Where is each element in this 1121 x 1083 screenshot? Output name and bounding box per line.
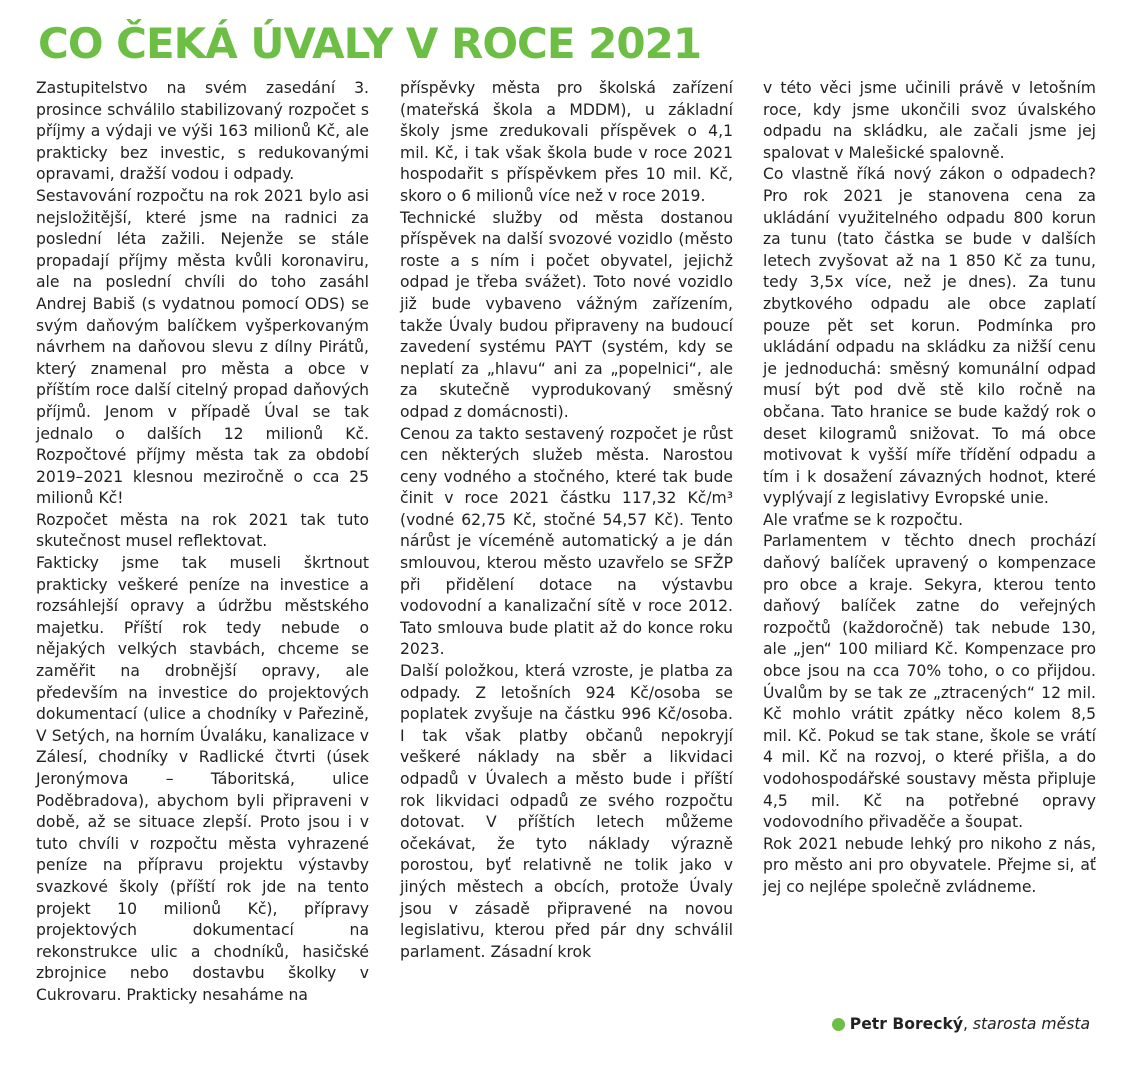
paragraph: Fakticky jsme tak museli škrtnout prakticky veškeré peníze na investice a rozsáhlejší opravy a údržbu městského majetku. Příští rok tedy nebude o nějakých velkých stavbách, chceme se zaměřit na drobnější opravy, ale především na investice do projektových dokumentací (ulice a chodníky v Pařezině, V Setých, na horním Úvaláku, kanalizace v Zálesí, chodníky v Radlické čtvrti (úsek Jeronýmova – Táboritská, ulice Poděbradova), abychom byli připraveni v době, až se situace zlepší. Proto jsou i v tuto chvíli v rozpočtu města vyhrazené peníze na přípravu projektu výstavby svazkové školy (příští rok jde na tento projekt 10 milionů Kč), přípravy projektových dokumentací na rekonstrukce ulic a chodníků, hasičské zbrojnice nebo dostavbu školky v Cukrovaru. Prakticky nesaháme na — [36, 554, 369, 1004]
author-signature — [832, 1013, 1090, 1035]
paragraph: Rozpočet města na rok 2021 tak tuto skutečnost musel reflektovat. — [36, 510, 369, 551]
paragraph: příspěvky města pro školská zařízení (mateřská škola a MDDM), u základní školy jsme zredukovali příspěvek o 4,1 mil. Kč, i tak však škola bude v roce 2021 hospodařit s příspěvkem přes 10 mil. Kč, skoro o 6 milionů více než v roce 2019. — [400, 79, 733, 205]
article-column-1 — [36, 78, 369, 1007]
author-name: Petr Borecký — [849, 1015, 963, 1033]
paragraph: Parlamentem v těchto dnech prochází daňový balíček upravený o kompenzace pro obce a kraje. Sekyra, kterou tento daňový balíček zatne do veřejných rozpočtů (každoročně) tak nebude 130, ale „jen“ 100 miliard Kč. Kompenzace pro obce jsou na cca 70% toho, o co přijdou. Úvalům by se tak ze „ztracených“ 12 mil. Kč mohlo vrátit zpátky něco kolem 8,5 mil. Kč. Pokud se tak stane, škole se vrátí 4 mil. Kč na rozvoj, o které přišla, a do vodohospodářské soustavy města připluje 4,5 mil. Kč na potřebné opravy vodovodního přivaděče a šoupat. — [763, 532, 1096, 832]
article-title: CO ČEKÁ ÚVALY V ROCE 2021 — [38, 19, 702, 68]
paragraph: Cenou za takto sestavený rozpočet je růst cen některých služeb města. Narostou ceny vodného a stočného, které tak bude činit v roce 2021 částku 117,32 Kč/m³ (vodné 62,75 Kč, stočné 54,57 Kč). Tento nárůst je víceméně automatický a je dán smlouvou, kterou město uzavřelo se SFŽP při přidělení dotace na výstavbu vodovodní a kanalizační sítě v roce 2012. Tato smlouva bude platit až do konce roku 2023. — [400, 424, 733, 659]
author-role: starosta města — [972, 1015, 1090, 1033]
article-column-2 — [400, 78, 733, 963]
signature-separator: , — [963, 1015, 973, 1033]
green-bullet-icon — [832, 1018, 845, 1031]
paragraph: v této věci jsme učinili právě v letošním roce, kdy jsme ukončili svoz úvalského odpadu na skládku, ale začali jsme jej spalovat v Malešické spalovně. — [763, 79, 1096, 162]
paragraph: Rok 2021 nebude lehký pro nikoho z nás, pro město ani pro obyvatele. Přejme si, ať jej co nejlépe společně zvládneme. — [763, 834, 1096, 896]
article-column-3 — [763, 78, 1096, 899]
paragraph: Ale vraťme se k rozpočtu. — [763, 510, 964, 529]
paragraph: Zastupitelstvo na svém zasedání 3. prosince schválilo stabilizovaný rozpočet s příjmy a výdaji ve výši 163 milionů Kč, ale prakticky bez investic, s redukovanými opravami, dražší vodou i odpady. — [36, 79, 369, 184]
paragraph: Další položkou, která vzroste, je platba za odpady. Z letošních 924 Kč/osoba se poplatek zvyšuje na částku 996 Kč/osoba. I tak však platby občanů nepokryjí veškeré náklady na sběr a likvidaci odpadů v Úvalech a město bude i příští rok likvidaci odpadů ze svého rozpočtu dotovat. V příštích letech můžeme očekávat, že tyto náklady výrazně porostou, byť relativně ne tolik jako v jiných městech a obcích, protože Úvaly jsou v zásadě připravené na novou legislativu, kterou před pár dny schválil parlament. Zásadní krok — [400, 662, 733, 961]
paragraph: Sestavování rozpočtu na rok 2021 bylo asi nejsložitější, které jsme na radnici za poslední léta zažili. Nejenže se stále propadají příjmy města kvůli koronaviru, ale na poslední chvíli do toho zasáhl Andrej Babiš (s vydatnou pomocí ODS) se svým daňovým balíčkem vyšperkovaným návrhem na daňovou slevu z dílny Pirátů, který znamenal pro města a obce v příštím roce další citelný propad daňových příjmů. Jenom v případě Úval se tak jednalo o dalších 12 milionů Kč. Rozpočtové příjmy města tak za období 2019–2021 klesnou meziročně o cca 25 milionů Kč! — [36, 186, 369, 508]
paragraph: Co vlastně říká nový zákon o odpadech? Pro rok 2021 je stanovena cena za ukládání využitelného odpadu 800 korun za tunu (tato částka se bude v dalších letech zvyšovat až na 1 850 Kč za tunu, tedy 3,5x více, než je dnes). Za tunu zbytkového odpadu ale obce zaplatí pouze pět set korun. Podmínka pro ukládání odpadu na skládku za nižší cenu je jednoduchá: směsný komunální odpad musí být pod dvě stě kilo ročně na občana. Tato hranice se bude každý rok o deset kilogramů snižovat. To má obce motivovat k vyšší míře třídění odpadu a tím i k dosažení závazných hodnot, které vyplývají z legislativy Evropské unie. — [763, 165, 1096, 508]
paragraph: Technické služby od města dostanou příspěvek na další svozové vozidlo (město roste a s ním i počet obyvatel, jejichž odpad je třeba svážet). Toto nové vozidlo již bude vybaveno vážným zařízením, takže Úvaly budou připraveny na budoucí zavedení systému PAYT (systém, kdy se neplatí za „hlavu“ ani za „popelnici“, ale za skutečně vyprodukovaný směsný odpad z domácnosti). — [400, 208, 733, 421]
